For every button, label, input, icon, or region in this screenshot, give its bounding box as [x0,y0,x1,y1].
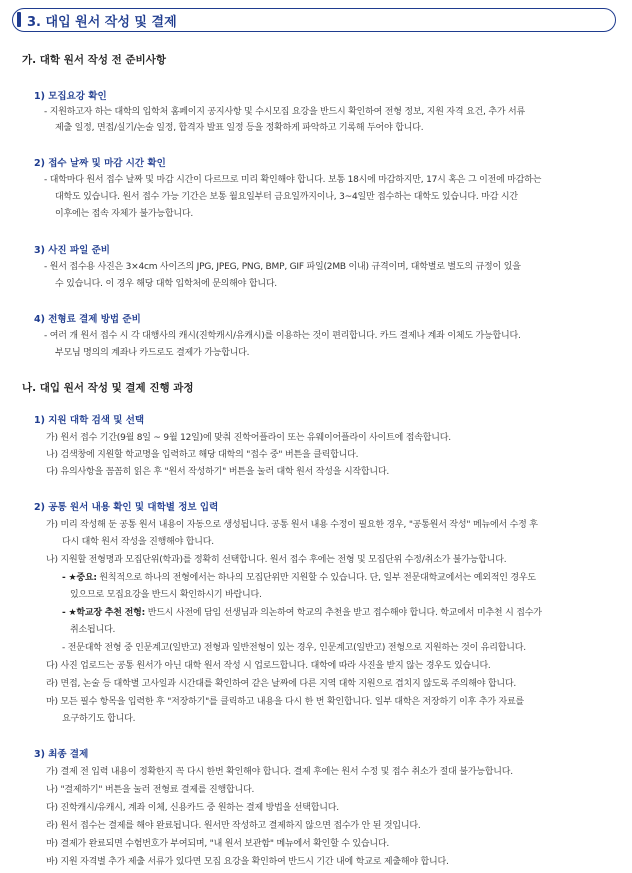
title-accent-bar [17,12,21,27]
subsection-heading: 1) 모집요강 확인 [34,91,107,102]
body-line: 취소됩니다. [70,625,116,635]
body-line: 다) 진학캐시/유캐시, 계좌 이체, 신용카드 중 원하는 결제 방법을 선택합니다. [46,803,339,813]
body-line: 나) 지원할 전형명과 모집단위(학과)를 정확히 선택합니다. 원서 접수 후에는 전형 및 모집단위 수정/취소가 불가능합니다. [46,555,507,565]
note-line [62,570,536,583]
body-line: - 지원하고자 하는 대학의 입학처 홈페이지 공지사항 및 수시모집 요강을 반드시 확인하여 전형 정보, 지원 자격 요건, 추가 서류 [44,107,525,117]
body-line: 다시 대학 원서 작성을 진행해야 합니다. [62,537,214,547]
body-line: 다) 사진 업로드는 공통 원서가 아닌 대학 원서 작성 시 업로드합니다. 대학에 따라 사진을 받지 않는 경우도 있습니다. [46,661,491,671]
note-text: 반드시 사전에 담임 선생님과 의논하여 학교의 추천을 받고 접수해야 합니다. 학교에서 미추천 시 접수가 [145,608,542,618]
body-line: 수 있습니다. 이 경우 해당 대학 입학처에 문의해야 합니다. [55,279,277,289]
body-line: 가) 결제 전 입력 내용이 정확한지 꼭 다시 한번 확인해야 합니다. 결제 후에는 원서 수정 및 접수 취소가 절대 불가능합니다. [46,767,513,777]
subsection-heading: 3) 최종 결제 [34,749,89,760]
body-line: 나) 검색창에 지원할 학교명을 입력하고 해당 대학의 "접수 중" 버튼을 클릭합니다. [46,450,359,460]
body-line: 이후에는 접속 자체가 불가능합니다. [55,209,194,219]
body-line: 부모님 명의의 계좌나 카드로도 결제가 가능합니다. [55,348,250,358]
subsection-heading: 2) 공통 원서 내용 확인 및 대학별 정보 입력 [34,502,219,513]
section-a-heading: 가. 대학 원서 작성 전 준비사항 [22,54,166,66]
body-line: 요구하기도 합니다. [62,714,136,724]
note-label: - ★학교장 추천 전형: [62,608,146,618]
subsection-heading: 2) 접수 날짜 및 마감 시간 확인 [34,158,166,169]
body-line: 라) 원서 접수는 결제를 해야 완료됩니다. 원서만 작성하고 결제하지 않으면 접수가 안 된 것입니다. [46,821,421,831]
body-line: - 전문대학 전형 중 인문계고(일반고) 전형과 일반전형이 있는 경우, 인문계고(일반고) 전형으로 지원하는 것이 유리합니다. [62,643,526,653]
body-line: 나) "결제하기" 버튼을 눌러 전형료 결제를 진행합니다. [46,785,255,795]
body-line: 대학도 있습니다. 원서 접수 가능 기간은 보통 월요일부터 금요일까지이나, 3~4일만 접수하는 대학도 있습니다. 마감 시간 [55,192,518,202]
body-line: - 여러 개 원서 접수 시 각 대행사의 캐시(진학캐시/유캐시)를 이용하는 것이 편리합니다. 카드 결제나 계좌 이체도 가능합니다. [44,331,521,341]
body-line: - 대학마다 원서 접수 날짜 및 마감 시간이 다르므로 미리 확인해야 합니다. 보통 18시에 마감하지만, 17시 혹은 그 이전에 마감하는 [44,175,542,185]
subsection-heading: 4) 전형료 결제 방법 준비 [34,314,141,325]
page-title: 3. 대입 원서 작성 및 결제 [27,15,177,30]
body-line: 있으므로 모집요강을 반드시 확인하시기 바랍니다. [70,590,262,600]
body-line: 라) 면접, 논술 등 대학별 고사일과 시간대를 확인하여 같은 날짜에 다른 지역 대학 지원으로 겹치지 않도록 주의해야 합니다. [46,679,517,689]
section-b-heading: 나. 대입 원서 작성 및 결제 진행 과정 [22,382,194,394]
body-line: 바) 지원 자격별 추가 제출 서류가 있다면 모집 요강을 확인하여 반드시 기간 내에 학교로 제출해야 합니다. [46,857,449,867]
body-line: 제출 일정, 면접/실기/논술 일정, 합격자 발표 일정 등을 정확하게 파악하고 기록해 두어야 합니다. [55,123,424,133]
body-line: 마) 모든 필수 항목을 입력한 후 "저장하기"를 클릭하고 내용을 다시 한 번 확인합니다. 일부 대학은 저장하기 이후 추가 자료를 [46,697,524,707]
note-label: - ★중요: [62,573,97,583]
subsection-heading: 1) 지원 대학 검색 및 선택 [34,415,145,426]
body-line: 다) 유의사항을 꼼꼼히 읽은 후 "원서 작성하기" 버튼을 눌러 대학 원서 작성을 시작합니다. [46,467,390,477]
note-text: 원칙적으로 하나의 전형에서는 하나의 모집단위만 지원할 수 있습니다. 단, 일부 전문대학교에서는 예외적인 경우도 [96,573,536,583]
subsection-heading: 3) 사진 파일 준비 [34,245,110,256]
body-line: - 원서 접수용 사진은 3×4cm 사이즈의 JPG, JPEG, PNG, BMP, GIF 파일(2MB 이내) 규격이며, 대학별로 별도의 규정이 있을 [44,262,521,272]
body-line: 가) 원서 접수 기간(9월 8일 ~ 9월 12일)에 맞춰 진학어플라이 또는 유웨이어플라이 사이트에 접속합니다. [46,433,451,443]
note-line [62,605,542,618]
body-line: 마) 결제가 완료되면 수험번호가 부여되며, "내 원서 보관함" 메뉴에서 확인할 수 있습니다. [46,839,390,849]
body-line: 가) 미리 작성해 둔 공통 원서 내용이 자동으로 생성됩니다. 공통 원서 내용 수정이 필요한 경우, "공통원서 작성" 메뉴에서 수정 후 [46,520,538,530]
section-title-box [12,8,616,32]
